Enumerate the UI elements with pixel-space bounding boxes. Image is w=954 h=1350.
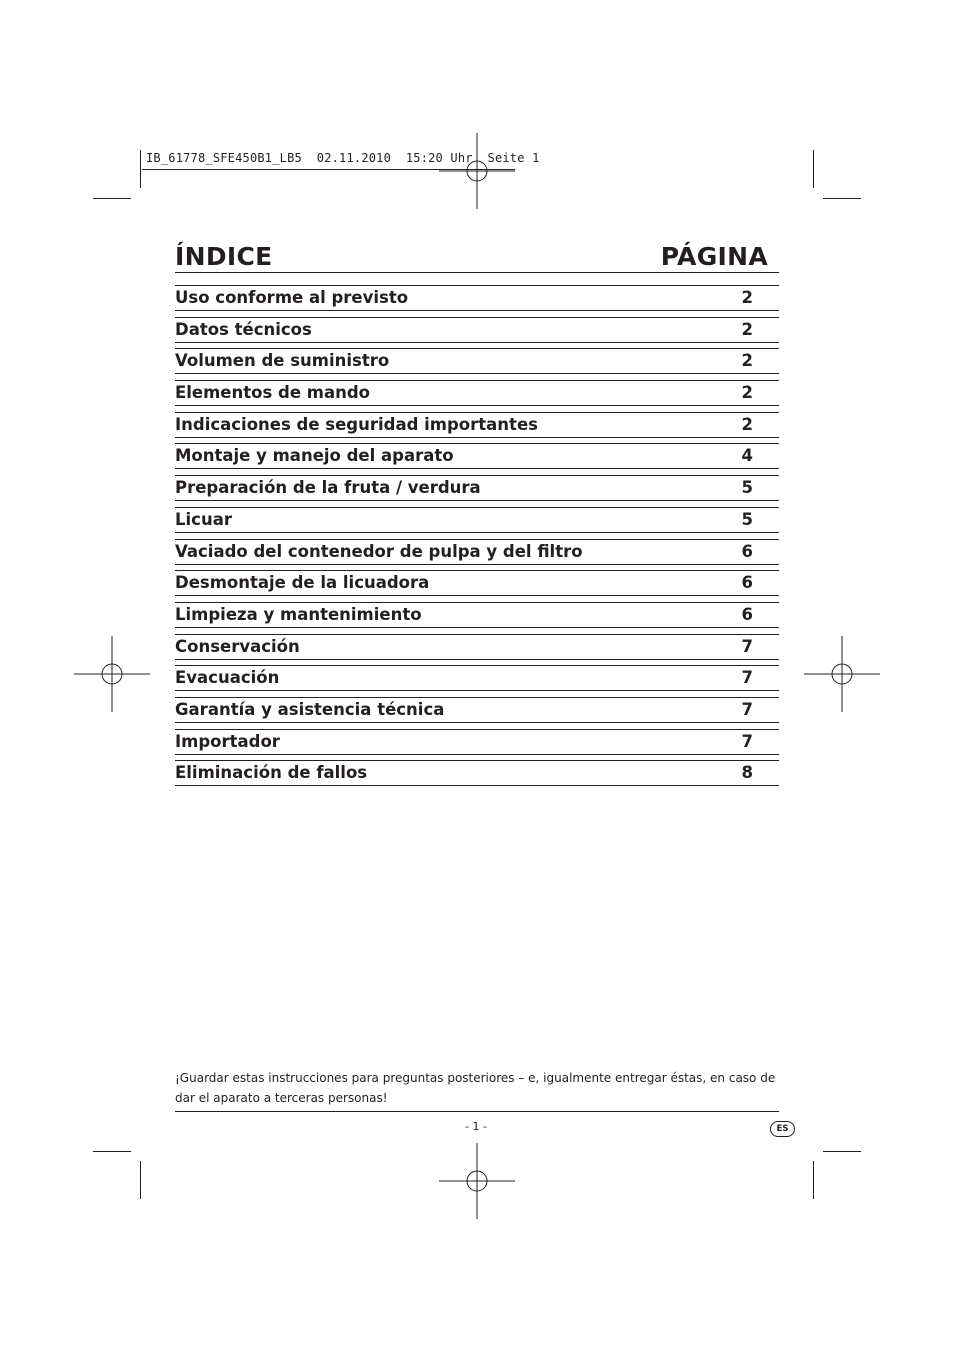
toc-entry-title: Elementos de mando bbox=[175, 383, 371, 403]
toc-entry-page: 5 bbox=[741, 509, 753, 529]
toc-entry-page: 2 bbox=[741, 383, 753, 403]
crop-mark-top-left-horizontal bbox=[93, 198, 131, 199]
toc-heading-rule bbox=[175, 272, 779, 273]
toc-entry-title: Montaje y manejo del aparato bbox=[175, 446, 454, 466]
page-number: - 1 - bbox=[465, 1120, 487, 1133]
registration-mark-right-icon bbox=[804, 636, 880, 712]
toc-entry-page: 7 bbox=[741, 668, 753, 688]
toc-entry-page: 7 bbox=[741, 731, 753, 751]
toc-entry[interactable] bbox=[175, 285, 779, 311]
toc-entry[interactable] bbox=[175, 443, 779, 469]
toc-entry-title: Importador bbox=[175, 731, 280, 751]
toc-heading-row bbox=[175, 240, 768, 274]
toc-entry-title: Desmontaje de la licuadora bbox=[175, 573, 430, 593]
toc-entry[interactable] bbox=[175, 317, 779, 343]
toc-heading: ÍNDICE bbox=[175, 242, 273, 271]
toc-entry-page: 6 bbox=[741, 573, 753, 593]
crop-mark-top-right-horizontal bbox=[823, 198, 861, 199]
toc-entry-page: 7 bbox=[741, 636, 753, 656]
toc-entry-title: Eliminación de fallos bbox=[175, 763, 368, 783]
toc-entry[interactable] bbox=[175, 380, 779, 406]
toc-entry[interactable] bbox=[175, 570, 779, 596]
crop-mark-bottom-right-horizontal bbox=[823, 1151, 861, 1152]
toc-entry-title: Evacuación bbox=[175, 668, 280, 688]
registration-mark-left-icon bbox=[74, 636, 150, 712]
toc-entry-page: 7 bbox=[741, 699, 753, 719]
toc-entry-page: 6 bbox=[741, 541, 753, 561]
toc-entry-page: 8 bbox=[741, 763, 753, 783]
toc-list bbox=[175, 285, 779, 792]
toc-page-heading: PÁGINA bbox=[660, 242, 768, 271]
toc-entry-title: Datos técnicos bbox=[175, 319, 312, 339]
print-slug: IB_61778_SFE450B1_LB5 02.11.2010 15:20 Uhr Seite 1 bbox=[146, 151, 540, 165]
toc-entry-page: 2 bbox=[741, 319, 753, 339]
toc-entry-page: 2 bbox=[741, 351, 753, 371]
toc-entry[interactable] bbox=[175, 602, 779, 628]
toc-entry-title: Limpieza y mantenimiento bbox=[175, 604, 422, 624]
toc-entry-page: 4 bbox=[741, 446, 753, 466]
storage-note: ¡Guardar estas instrucciones para preguntas posteriores – e, igualmente entregar éstas, en caso de dar el aparato a terceras personas! bbox=[175, 1071, 776, 1105]
toc-entry[interactable] bbox=[175, 539, 779, 565]
toc-entry[interactable] bbox=[175, 475, 779, 501]
registration-mark-top-icon bbox=[439, 133, 515, 209]
crop-mark-bottom-left-vertical bbox=[140, 1161, 141, 1199]
toc-entry[interactable] bbox=[175, 760, 779, 786]
toc-entry-page: 5 bbox=[741, 478, 753, 498]
crop-mark-top-left-vertical bbox=[140, 150, 141, 188]
toc-entry-title: Garantía y asistencia técnica bbox=[175, 699, 445, 719]
toc-entry-title: Licuar bbox=[175, 509, 232, 529]
language-badge: ES bbox=[770, 1121, 795, 1137]
footer-rule bbox=[175, 1111, 779, 1112]
toc-entry-title: Volumen de suministro bbox=[175, 351, 390, 371]
toc-entry-title: Conservación bbox=[175, 636, 300, 656]
toc-entry-title: Preparación de la fruta / verdura bbox=[175, 478, 481, 498]
registration-mark-bottom-icon bbox=[439, 1143, 515, 1219]
crop-mark-top-right-vertical bbox=[813, 150, 814, 188]
toc-entry[interactable] bbox=[175, 729, 779, 755]
toc-entry-page: 2 bbox=[741, 288, 753, 307]
toc-entry-title: Uso conforme al previsto bbox=[175, 288, 409, 307]
toc-entry-page: 6 bbox=[741, 604, 753, 624]
toc-entry[interactable] bbox=[175, 348, 779, 374]
toc-entry[interactable] bbox=[175, 634, 779, 660]
toc-entry-title: Indicaciones de seguridad importantes bbox=[175, 414, 538, 434]
toc-entry[interactable] bbox=[175, 507, 779, 533]
toc-entry[interactable] bbox=[175, 665, 779, 691]
toc-entry-page: 2 bbox=[741, 414, 753, 434]
toc-entry-title: Vaciado del contenedor de pulpa y del filtro bbox=[175, 541, 583, 561]
toc-entry[interactable] bbox=[175, 697, 779, 723]
toc-entry[interactable] bbox=[175, 412, 779, 438]
crop-mark-bottom-right-vertical bbox=[813, 1161, 814, 1199]
crop-mark-bottom-left-horizontal bbox=[93, 1151, 131, 1152]
